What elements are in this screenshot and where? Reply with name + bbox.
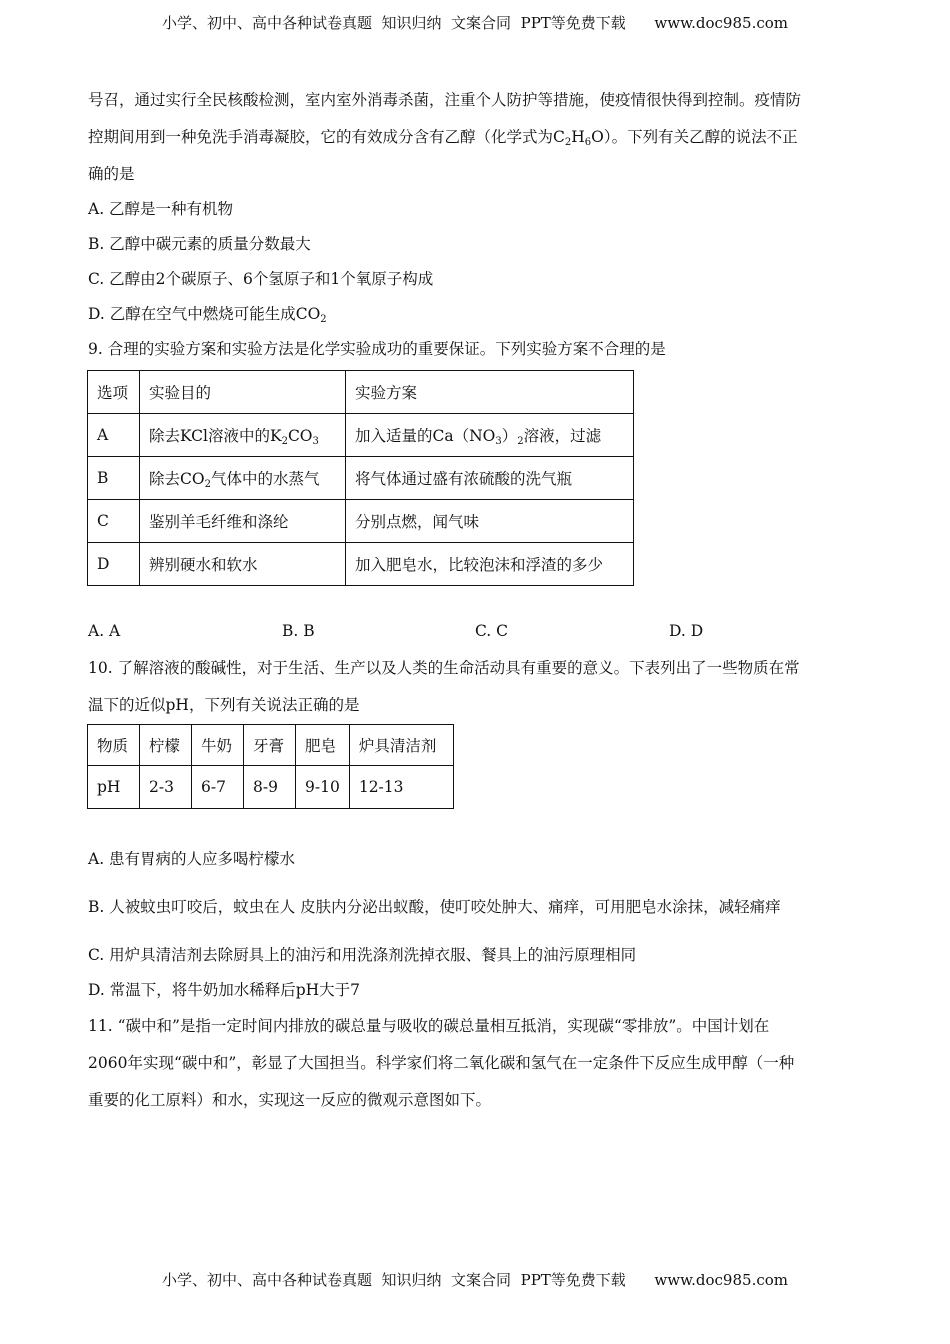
q8-option-d-text: D. 乙醇在空气中燃烧可能生成CO [88, 305, 321, 323]
q8-option-a: A. 乙醇是一种有机物 [88, 200, 234, 218]
q9-row-a-plan [346, 414, 634, 457]
q10-ph-soap: 9-10 [296, 766, 350, 809]
q9-choice-b: B. B [282, 622, 315, 640]
q9-header-plan: 实验方案 [346, 371, 634, 414]
q9-row-a-plan-sub2: 2 [517, 436, 524, 447]
q9-table [87, 370, 634, 586]
q11-line1: 11. “碳中和”是指一定时间内排放的碳总量与吸收的碳总量相互抵消，实现碳“零排放”。中国计划在 [88, 1017, 770, 1035]
q9-row-a-plan-text2: ） [501, 427, 518, 445]
q8-stem-text-a: 控期间用到一种免洗手消毒凝胶，它的有效成分含有乙醇（化学式为C [88, 128, 565, 146]
q10-substance-header: 物质 [88, 725, 140, 766]
q9-row-d-purpose: 辨别硬水和软水 [140, 543, 346, 586]
q8-stem-text-c: O）。下列有关乙醇的说法不正 [591, 128, 798, 146]
q9-row-a-plan-text3: 溶液，过滤 [523, 427, 602, 445]
q11-line2: 2060年实现“碳中和”，彰显了大国担当。科学家们将二氧化碳和氢气在一定条件下反应生成甲醇（一种 [88, 1054, 795, 1072]
q10-substance-lemon: 柠檬 [140, 725, 192, 766]
q8-option-d-sub: 2 [320, 314, 327, 325]
q9-row-a-purpose [140, 414, 346, 457]
q10-substance-oven-cleaner: 炉具清洁剂 [349, 725, 453, 766]
q10-ph-table [87, 724, 454, 809]
q9-row-a-purpose-sub2: 3 [312, 436, 319, 447]
q10-ph-header: pH [88, 766, 140, 809]
q9-row-d-option: D [88, 543, 140, 586]
q9-row-b-option: B [88, 457, 140, 500]
table-row [88, 766, 454, 809]
q10-ph-milk: 6-7 [192, 766, 244, 809]
q9-header-purpose: 实验目的 [140, 371, 346, 414]
q10-substance-toothpaste: 牙膏 [244, 725, 296, 766]
q9-row-c-purpose: 鉴别羊毛纤维和涤纶 [140, 500, 346, 543]
q8-stem-text-b: H [571, 128, 585, 146]
table-row [88, 543, 634, 586]
q10-stem-line1: 10. 了解溶液的酸碱性，对于生活、生产以及人类的生命活动具有重要的意义。下表列出了一些物质在常 [88, 659, 800, 677]
q9-choice-d: D. D [669, 622, 704, 640]
q8-stem-line3: 确的是 [88, 165, 135, 183]
q10-ph-oven-cleaner: 12-13 [349, 766, 453, 809]
table-row [88, 500, 634, 543]
q9-row-a-purpose-text2: CO [287, 427, 313, 445]
q9-row-a-purpose-text: 除去KCl溶液中的K [149, 427, 282, 445]
q9-row-a-plan-sub: 3 [495, 436, 502, 447]
table-row [88, 414, 634, 457]
q9-row-a-option: A [88, 414, 140, 457]
q9-row-c-option: C [88, 500, 140, 543]
q9-row-a-plan-text: 加入适量的Ca（NO [355, 427, 496, 445]
q9-stem: 9. 合理的实验方案和实验方法是化学实验成功的重要保证。下列实验方案不合理的是 [88, 340, 666, 358]
q9-choice-c: C. C [475, 622, 509, 640]
q9-row-b-purpose-text2: 气体中的水蒸气 [210, 470, 320, 488]
page-header: 小学、初中、高中各种试卷真题 知识归纳 文案合同 PPT等免费下载 www.doc985.com [161, 14, 788, 32]
q10-option-c: C. 用炉具清洁剂去除厨具上的油污和用洗涤剂洗掉衣服、餐具上的油污原理相同 [88, 946, 637, 964]
q9-row-c-plan: 分别点燃，闻气味 [346, 500, 634, 543]
q8-option-c: C. 乙醇由2个碳原子、6个氢原子和1个氧原子构成 [88, 270, 434, 288]
q9-row-b-purpose [140, 457, 346, 500]
q9-choice-a: A. A [88, 622, 121, 640]
q10-option-a: A. 患有胃病的人应多喝柠檬水 [88, 850, 296, 868]
page-footer: 小学、初中、高中各种试卷真题 知识归纳 文案合同 PPT等免费下载 www.doc985.com [161, 1271, 788, 1289]
q8-option-b: B. 乙醇中碳元素的质量分数最大 [88, 235, 311, 253]
q9-row-b-plan: 将气体通过盛有浓硫酸的洗气瓶 [346, 457, 634, 500]
q10-option-d: D. 常温下，将牛奶加水稀释后pH大于7 [88, 981, 361, 999]
q10-substance-soap: 肥皂 [296, 725, 350, 766]
table-row [88, 457, 634, 500]
q8-sub1: 2 [564, 137, 572, 148]
q9-row-a-purpose-sub: 2 [281, 436, 288, 447]
q8-option-d [88, 303, 327, 325]
q10-option-b: B. 人被蚊虫叮咬后，蚊虫在人 皮肤内分泌出蚁酸，使叮咬处肿大、痛痒，可用肥皂水涂抹，减轻痛痒 [88, 898, 781, 916]
q9-row-b-purpose-sub: 2 [204, 479, 211, 490]
q9-row-d-plan: 加入肥皂水，比较泡沫和浮渣的多少 [346, 543, 634, 586]
q10-ph-toothpaste: 8-9 [244, 766, 296, 809]
q8-stem-line2 [88, 126, 798, 148]
q8-stem-line1: 号召，通过实行全民核酸检测，室内室外消毒杀菌，注重个人防护等措施，使疫情很快得到控制。疫情防 [88, 91, 802, 109]
q9-table-header [88, 371, 634, 414]
q11-line3: 重要的化工原料）和水，实现这一反应的微观示意图如下。 [88, 1091, 492, 1109]
q10-substance-milk: 牛奶 [192, 725, 244, 766]
q10-ph-lemon: 2-3 [140, 766, 192, 809]
q10-stem-line2: 温下的近似pH，下列有关说法正确的是 [88, 696, 360, 714]
q9-row-b-purpose-text: 除去CO [149, 470, 205, 488]
q8-sub2: 6 [584, 137, 592, 148]
table-row [88, 725, 454, 766]
q9-header-option: 选项 [88, 371, 140, 414]
